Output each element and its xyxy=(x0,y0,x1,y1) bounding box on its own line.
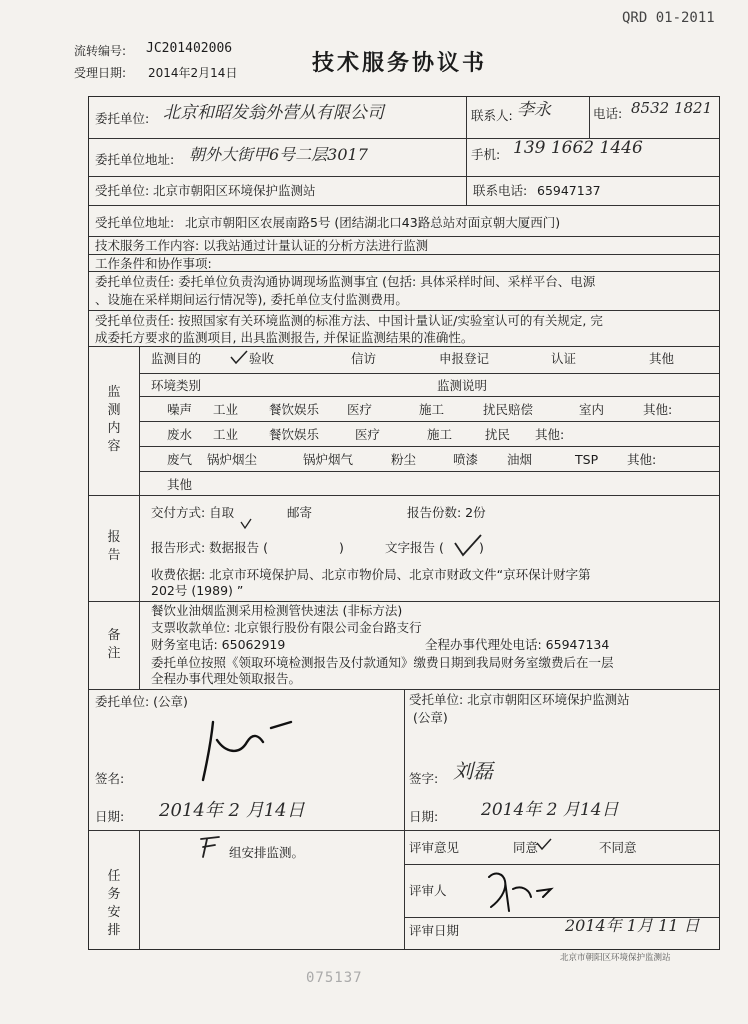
assignment-section-label: 任务安排 xyxy=(107,869,121,938)
noise-indoor: 室内 xyxy=(579,402,605,417)
flow-number-value: JC201402006 xyxy=(146,41,233,56)
footer-stamp-text: 北京市朝阳区环境保护监测站 xyxy=(560,953,671,963)
gas-cooking-fume: 油烟 xyxy=(507,452,533,467)
client-signature xyxy=(189,712,299,787)
remark-oil-fume: 餐饮业油烟监测采用检测管快速法 (非标方法) xyxy=(151,603,403,618)
provider-duty-line2: 成委托方要求的监测项目, 出具监测报告, 并保证监测结果的准确性。 xyxy=(95,330,474,345)
text-report: 文字报告 ( xyxy=(385,540,444,555)
wastewater-label: 废水 xyxy=(167,427,193,442)
monitoring-desc-label: 监测说明 xyxy=(437,378,488,393)
noise-industrial: 工业 xyxy=(213,402,239,417)
client-seal-label: 委托单位: (公章) xyxy=(95,694,188,709)
phone-value: 8532 1821 xyxy=(631,99,713,117)
reviewer-label: 评审人 xyxy=(409,883,447,898)
client-address-label: 委托单位地址: xyxy=(95,152,175,167)
purpose-acceptance: 验收 xyxy=(249,351,275,366)
water-construction: 施工 xyxy=(427,427,453,442)
noise-compensation: 扰民赔偿 xyxy=(483,402,534,417)
text-report-close: ) xyxy=(479,540,484,555)
mobile-label: 手机: xyxy=(471,147,501,162)
provider-address-value: 北京市朝阳区农展南路5号 (团结湖北口43路总站对面京朝大厦西门) xyxy=(185,215,561,230)
gas-tsp: TSP xyxy=(575,452,599,467)
purpose-registration: 申报登记 xyxy=(439,351,490,366)
remarks-section-label: 备注 xyxy=(107,628,121,661)
fee-basis-line2: 202号 (1989) ” xyxy=(151,583,244,598)
accept-date-label: 受理日期: xyxy=(74,66,127,80)
agreement-form xyxy=(88,96,720,950)
water-medical: 医疗 xyxy=(355,427,381,442)
client-date-label: 日期: xyxy=(95,809,125,824)
gas-other: 其他: xyxy=(627,452,657,467)
flow-number-label: 流转编号: xyxy=(74,44,127,58)
check-mark-icon xyxy=(239,518,253,530)
gas-boiler-flue: 锅炉烟气 xyxy=(303,452,354,467)
phone-label: 电话: xyxy=(593,106,623,121)
water-other: 其他: xyxy=(535,427,565,442)
provider-phone-label: 联系电话: xyxy=(473,183,528,198)
monitoring-section-label: 监测内容 xyxy=(107,385,121,454)
purpose-petition: 信访 xyxy=(351,351,377,366)
check-mark-icon xyxy=(535,837,553,851)
handwritten-mark xyxy=(197,835,227,861)
fee-basis-line1: 收费依据: 北京市环境保护局、北京市物价局、北京市财政文件“京环保计财字第 xyxy=(151,567,591,582)
client-unit-label: 委托单位: xyxy=(95,111,150,126)
provider-sign-label: 签字: xyxy=(409,771,439,786)
review-opinion-label: 评审意见 xyxy=(409,840,460,855)
purpose-other: 其他 xyxy=(649,351,675,366)
noise-medical: 医疗 xyxy=(347,402,373,417)
form-code: QRD 01-2011 xyxy=(622,10,715,26)
reviewer-signature xyxy=(481,867,571,915)
review-disagree: 不同意 xyxy=(599,840,637,855)
noise-other: 其他: xyxy=(643,402,673,417)
review-date: 2014年 1月 11 日 xyxy=(565,916,700,935)
assignment-note: 组安排监测。 xyxy=(229,845,305,860)
waste-gas-label: 废气 xyxy=(167,452,193,467)
finance-phone: 财务室电话: 65062919 xyxy=(151,637,286,652)
provider-address-label: 受托单位地址: xyxy=(95,215,175,230)
report-form: 报告形式: 数据报告 ( xyxy=(151,540,269,555)
accept-date-value: 2014年2月14日 xyxy=(148,66,238,80)
gas-dust: 粉尘 xyxy=(391,452,417,467)
document-title: 技术服务协议书 xyxy=(312,51,488,76)
remark-payment-line1: 委托单位按照《领取环境检测报告及付款通知》缴费日期到我局财务室缴费后在一层 xyxy=(151,655,614,670)
water-industrial: 工业 xyxy=(213,427,239,442)
review-agree: 同意 xyxy=(513,840,539,855)
remark-payment-line2: 全程办事代理处领取报告。 xyxy=(151,671,302,686)
check-mark-icon xyxy=(453,533,483,559)
provider-seal: (公章) xyxy=(413,710,448,725)
provider-duty-line1: 受托单位责任: 按照国家有关环境监测的标准方法、中国计量认证/实验室认可的有关规定, 完 xyxy=(95,313,603,328)
client-sign-label: 签名: xyxy=(95,771,125,786)
gas-paint: 喷漆 xyxy=(453,452,479,467)
provider-sign-date: 2014年 2 月14日 xyxy=(481,800,619,820)
mobile-value: 139 1662 1446 xyxy=(513,138,643,158)
client-duty-line1: 委托单位责任: 委托单位负责沟通协调现场监测事宜 (包括: 具体采样时间、采样平台、电源 xyxy=(95,274,596,289)
report-form-close: ) xyxy=(339,540,344,555)
work-content: 技术服务工作内容: 以我站通过计量认证的分析方法进行监测 xyxy=(95,238,429,253)
provider-unit-label: 受托单位: xyxy=(95,183,150,198)
other-category-label: 其他 xyxy=(167,477,193,492)
noise-label: 噪声 xyxy=(167,402,193,417)
provider-date-label: 日期: xyxy=(409,809,439,824)
provider-signature: 刘磊 xyxy=(453,759,493,783)
client-unit-value: 北京和昭发翁外营从有限公司 xyxy=(163,103,384,123)
client-address-value: 朝外大街甲6号二层3017 xyxy=(189,145,368,164)
water-catering: 餐饮娱乐 xyxy=(269,427,320,442)
contact-label: 联系人: xyxy=(471,108,513,123)
noise-construction: 施工 xyxy=(419,402,445,417)
provider-phone-value: 65947137 xyxy=(537,183,601,198)
client-sign-date: 2014年 2 月14日 xyxy=(159,800,305,821)
purpose-label: 监测目的 xyxy=(151,351,202,366)
check-mark-icon xyxy=(229,349,249,367)
serial-number: 075137 xyxy=(306,970,363,986)
gas-boiler-dust: 锅炉烟尘 xyxy=(207,452,258,467)
delivery-mail: 邮寄 xyxy=(287,505,313,520)
purpose-certification: 认证 xyxy=(551,351,577,366)
work-conditions: 工作条件和协作事项: xyxy=(95,256,212,271)
office-phone: 全程办事代理处电话: 65947134 xyxy=(425,637,610,652)
client-duty-line2: 、设施在采样期间运行情况等), 委托单位支付监测费用。 xyxy=(95,292,408,307)
provider-seal-label: 受托单位: 北京市朝阳区环境保护监测站 xyxy=(409,692,630,707)
water-disturbance: 扰民 xyxy=(485,427,511,442)
env-type-label: 环境类别 xyxy=(151,378,202,393)
review-date-label: 评审日期 xyxy=(409,923,460,938)
provider-unit-value: 北京市朝阳区环境保护监测站 xyxy=(153,183,316,198)
remark-payee: 支票收款单位: 北京银行股份有限公司金台路支行 xyxy=(151,620,422,635)
contact-value: 李永 xyxy=(517,100,551,120)
report-section-label: 报告 xyxy=(107,530,121,563)
delivery-method: 交付方式: 自取 xyxy=(151,505,235,520)
report-copies: 报告份数: 2份 xyxy=(407,505,486,520)
noise-catering: 餐饮娱乐 xyxy=(269,402,320,417)
